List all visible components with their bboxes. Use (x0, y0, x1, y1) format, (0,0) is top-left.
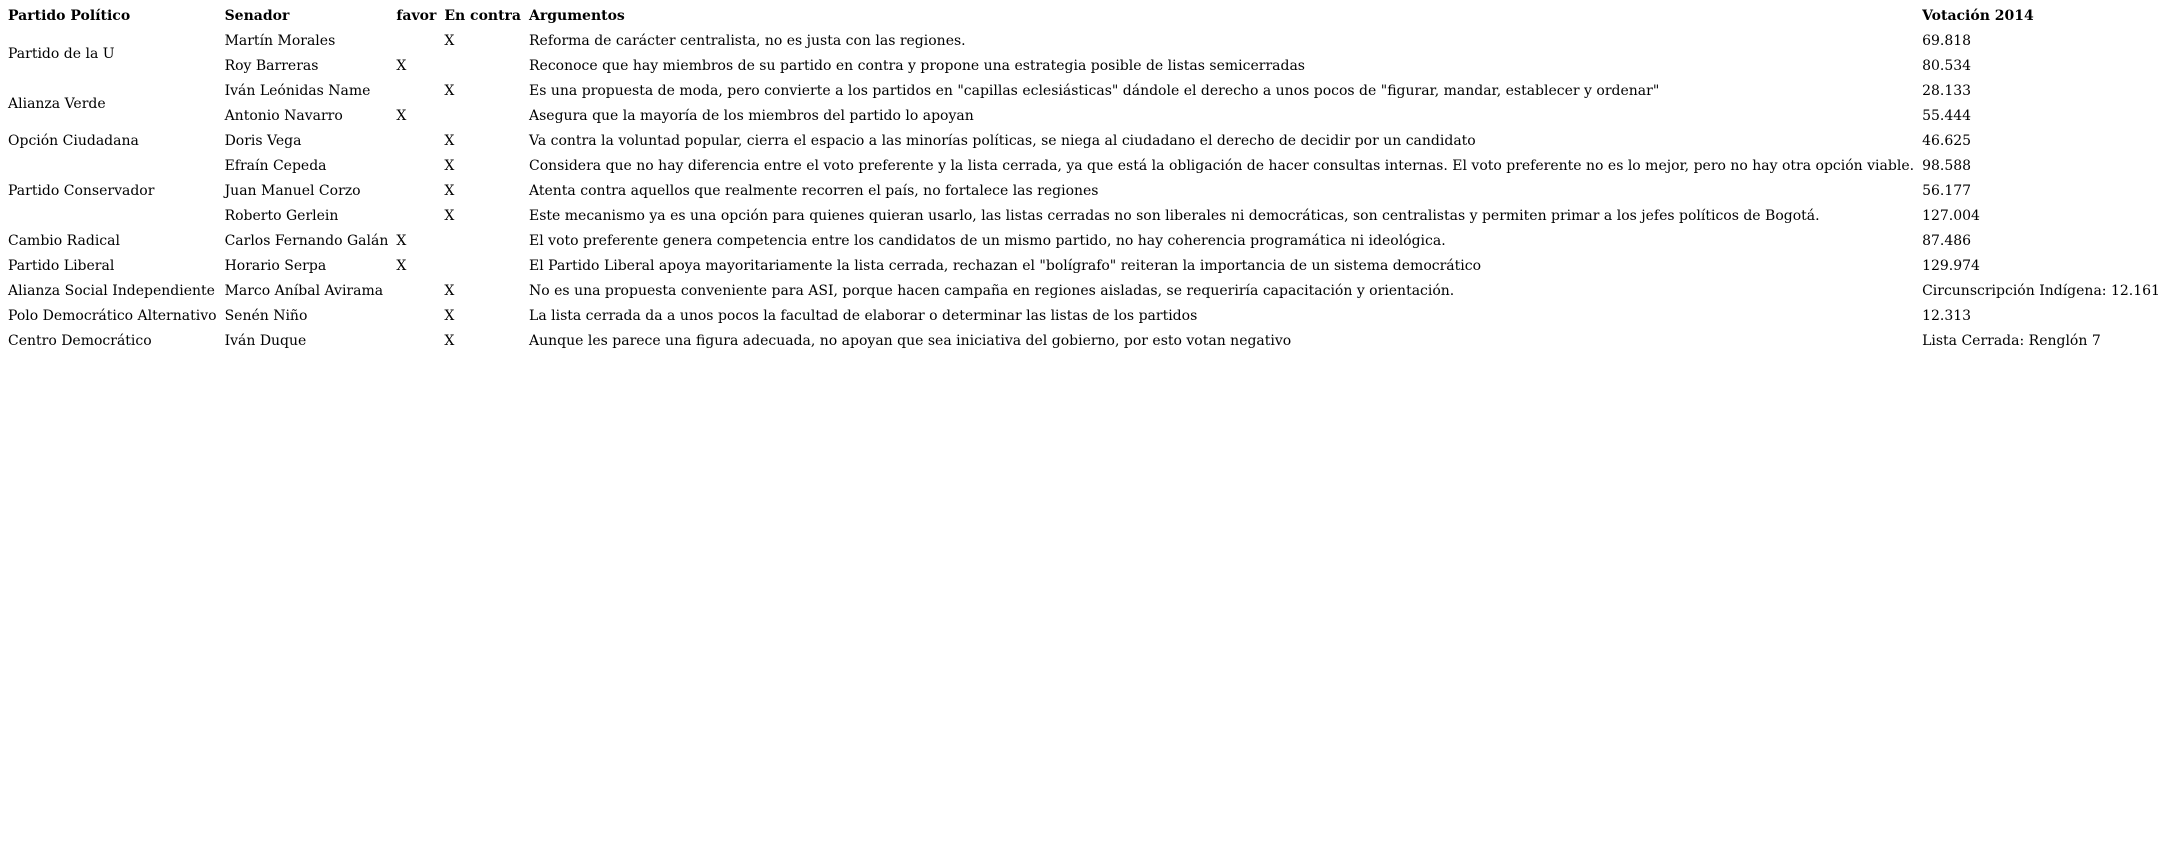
favor-cell (392, 154, 440, 179)
argument-cell: Reconoce que hay miembros de su partido en contra y propone una estrategia posible de listas semicerradas (529, 58, 1305, 74)
favor-cell (392, 304, 440, 329)
senator-cell: Horario Serpa (224, 258, 327, 274)
party-cell: Alianza Verde (8, 95, 106, 112)
favor-cell: X (396, 108, 407, 124)
senator-cell: Roberto Gerlein (224, 208, 339, 224)
party-cell: Partido Conservador (8, 183, 155, 199)
senator-cell: Doris Vega (224, 133, 302, 149)
party-cell: Partido Liberal (8, 258, 115, 274)
argument-cell: Considera que no hay diferencia entre el voto preferente y la lista cerrada, ya que está la obligación de hacer consultas internas. El voto preferente no es lo mejor, pero no hay otra opción viable. (529, 158, 1915, 174)
contra-cell (440, 254, 525, 279)
argument-cell: Asegura que la mayoría de los miembros del partido lo apoyan (529, 108, 974, 124)
votes-cell: 55.444 (1922, 108, 1972, 124)
argument-cell: Reforma de carácter centralista, no es justa con las regiones. (529, 33, 966, 49)
argument-cell: Va contra la voluntad popular, cierra el espacio a las minorías políticas, se niega al ciudadano el derecho de decidir por un candidato (529, 133, 1476, 149)
argument-cell: La lista cerrada da a unos pocos la facultad de elaborar o determinar las listas de los partidos (529, 308, 1198, 324)
favor-cell (392, 179, 440, 204)
senator-cell: Senén Niño (224, 308, 308, 324)
contra-cell: X (444, 308, 455, 324)
votes-cell: 12.313 (1922, 308, 1972, 324)
party-cell: Centro Democrático (8, 333, 152, 349)
table-row (4, 29, 2164, 54)
table-row (4, 204, 2164, 229)
votes-cell: 28.133 (1922, 83, 1972, 99)
contra-cell (440, 54, 525, 79)
votes-cell: 129.974 (1922, 258, 1980, 274)
argument-cell: Es una propuesta de moda, pero convierte a los partidos en "capillas eclesiásticas" dándole el derecho a unos pocos de "figurar, mandar, establecer y ordenar" (529, 83, 1660, 99)
favor-cell (392, 204, 440, 229)
votes-cell: 87.486 (1922, 233, 1972, 249)
votes-cell: 98.588 (1922, 158, 1972, 174)
contra-cell: X (444, 158, 455, 174)
argument-cell: Atenta contra aquellos que realmente recorren el país, no fortalece las regiones (529, 183, 1099, 199)
contra-cell: X (444, 33, 455, 49)
argument-cell: Aunque les parece una figura adecuada, no apoyan que sea iniciativa del gobierno, por esto votan negativo (529, 333, 1292, 349)
favor-cell: X (396, 233, 407, 249)
header-party: Partido Político (8, 8, 131, 24)
table-row (4, 104, 2164, 129)
favor-cell: X (396, 58, 407, 74)
favor-cell (392, 129, 440, 154)
senator-cell: Juan Manuel Corzo (224, 183, 361, 199)
table-row (4, 279, 2164, 304)
favor-cell (392, 329, 440, 354)
votes-cell: 69.818 (1922, 33, 1972, 49)
votes-cell: Lista Cerrada: Renglón 7 (1922, 333, 2101, 349)
senator-cell: Marco Aníbal Avirama (224, 283, 384, 299)
contra-cell: X (444, 333, 455, 349)
argument-cell: No es una propuesta conveniente para ASI, porque hacen campaña en regiones aisladas, se requeriría capacitación y orientación. (529, 283, 1455, 299)
favor-cell (392, 29, 440, 54)
table-row (4, 329, 2164, 354)
contra-cell: X (444, 133, 455, 149)
table-row (4, 79, 2164, 104)
contra-cell (440, 104, 525, 129)
table-row (4, 179, 2164, 204)
party-cell: Cambio Radical (8, 233, 120, 249)
senator-cell: Iván Leónidas Name (224, 83, 371, 99)
header-favor: favor (396, 8, 437, 24)
contra-cell: X (444, 83, 455, 99)
favor-cell (392, 279, 440, 304)
header-row (4, 4, 2164, 29)
header-senator: Senador (224, 8, 290, 24)
favor-cell (392, 79, 440, 104)
party-cell: Partido de la U (8, 45, 115, 62)
table-row (4, 304, 2164, 329)
votes-cell: 46.625 (1922, 133, 1972, 149)
table-row (4, 129, 2164, 154)
argument-cell: El Partido Liberal apoya mayoritariamente la lista cerrada, rechazan el "bolígrafo" reiteran la importancia de un sistema democrático (529, 258, 1482, 274)
table-row (4, 229, 2164, 254)
party-cell: Polo Democrático Alternativo (8, 308, 217, 324)
senator-cell: Carlos Fernando Galán (224, 233, 389, 249)
argument-cell: Este mecanismo ya es una opción para quienes quieran usarlo, las listas cerradas no son liberales ni democráticas, son centralistas y permiten primar a los jefes políticos de Bogotá. (529, 208, 1820, 224)
contra-cell: X (444, 183, 455, 199)
table-row (4, 154, 2164, 179)
header-arguments: Argumentos (529, 8, 625, 24)
votes-cell: 56.177 (1922, 183, 1972, 199)
senator-cell: Roy Barreras (224, 58, 319, 74)
favor-cell: X (396, 258, 407, 274)
table-row (4, 54, 2164, 79)
contra-cell: X (444, 208, 455, 224)
votes-cell: 80.534 (1922, 58, 1972, 74)
party-cell: Alianza Social Independiente (8, 283, 215, 299)
senator-cell: Antonio Navarro (224, 108, 343, 124)
votes-cell: Circunscripción Indígena: 12.161 (1922, 283, 2160, 299)
senators-table (4, 4, 2164, 354)
contra-cell: X (444, 283, 455, 299)
argument-cell: El voto preferente genera competencia entre los candidatos de un mismo partido, no hay coherencia programática ni ideológica. (529, 233, 1446, 249)
senator-cell: Iván Duque (224, 333, 307, 349)
party-cell: Opción Ciudadana (8, 133, 139, 149)
senator-cell: Martín Morales (224, 33, 336, 49)
contra-cell (440, 229, 525, 254)
senator-cell: Efraín Cepeda (224, 158, 327, 174)
table-row (4, 254, 2164, 279)
votes-cell: 127.004 (1922, 208, 1980, 224)
header-votes: Votación 2014 (1922, 8, 2034, 24)
header-contra: En contra (444, 8, 522, 24)
